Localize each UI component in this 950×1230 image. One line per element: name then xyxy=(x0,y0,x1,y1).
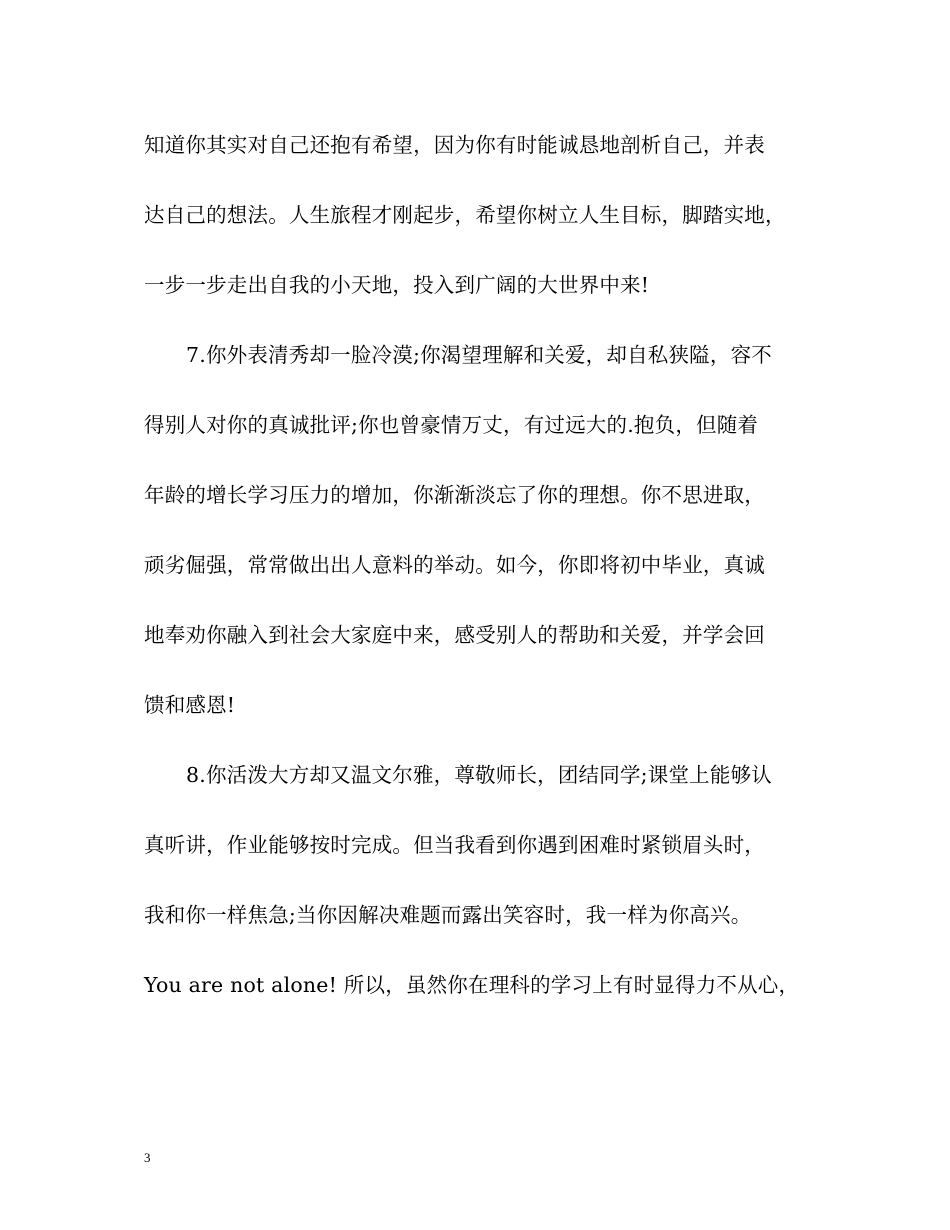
text-line: 馈和感恩! xyxy=(144,693,236,717)
text-line: You are not alone! 所以，虽然你在理科的学习上有时显得力不从心， xyxy=(144,973,800,997)
text-line: 得别人对你的真诚批评;你也曾豪情万丈，有过远大的.抱负，但随着 xyxy=(144,413,759,437)
text-line: 一步一步走出自我的小天地，投入到广阔的大世界中来! xyxy=(144,273,650,297)
text-line: 年龄的增长学习压力的增加，你渐渐淡忘了你的理想。你不思进取， xyxy=(144,483,765,507)
page-number: 3 xyxy=(144,1150,151,1165)
text-line: 知道你其实对自己还抱有希望，因为你有时能诚恳地剖析自己，并表 xyxy=(144,133,765,157)
text-line: 真听讲，作业能够按时完成。但当我看到你遇到困难时紧锁眉头时， xyxy=(144,833,765,857)
paragraph-7-start: 7.你外表清秀却一脸冷漠;你渴望理解和关爱，却自私狭隘，容不 xyxy=(186,343,772,367)
text-line: 顽劣倔强，常常做出出人意料的举动。如今，你即将初中毕业，真诚 xyxy=(144,553,765,577)
text-line: 地奉劝你融入到社会大家庭中来，感受别人的帮助和关爱，并学会回 xyxy=(144,623,765,647)
text-line: 达自己的想法。人生旅程才刚起步，希望你树立人生目标，脚踏实地， xyxy=(144,203,786,227)
paragraph-8-start: 8.你活泼大方却又温文尔雅，尊敬师长，团结同学;课堂上能够认 xyxy=(186,763,772,787)
text-line: 我和你一样焦急;当你因解决难题而露出笑容时，我一样为你高兴。 xyxy=(144,903,752,927)
